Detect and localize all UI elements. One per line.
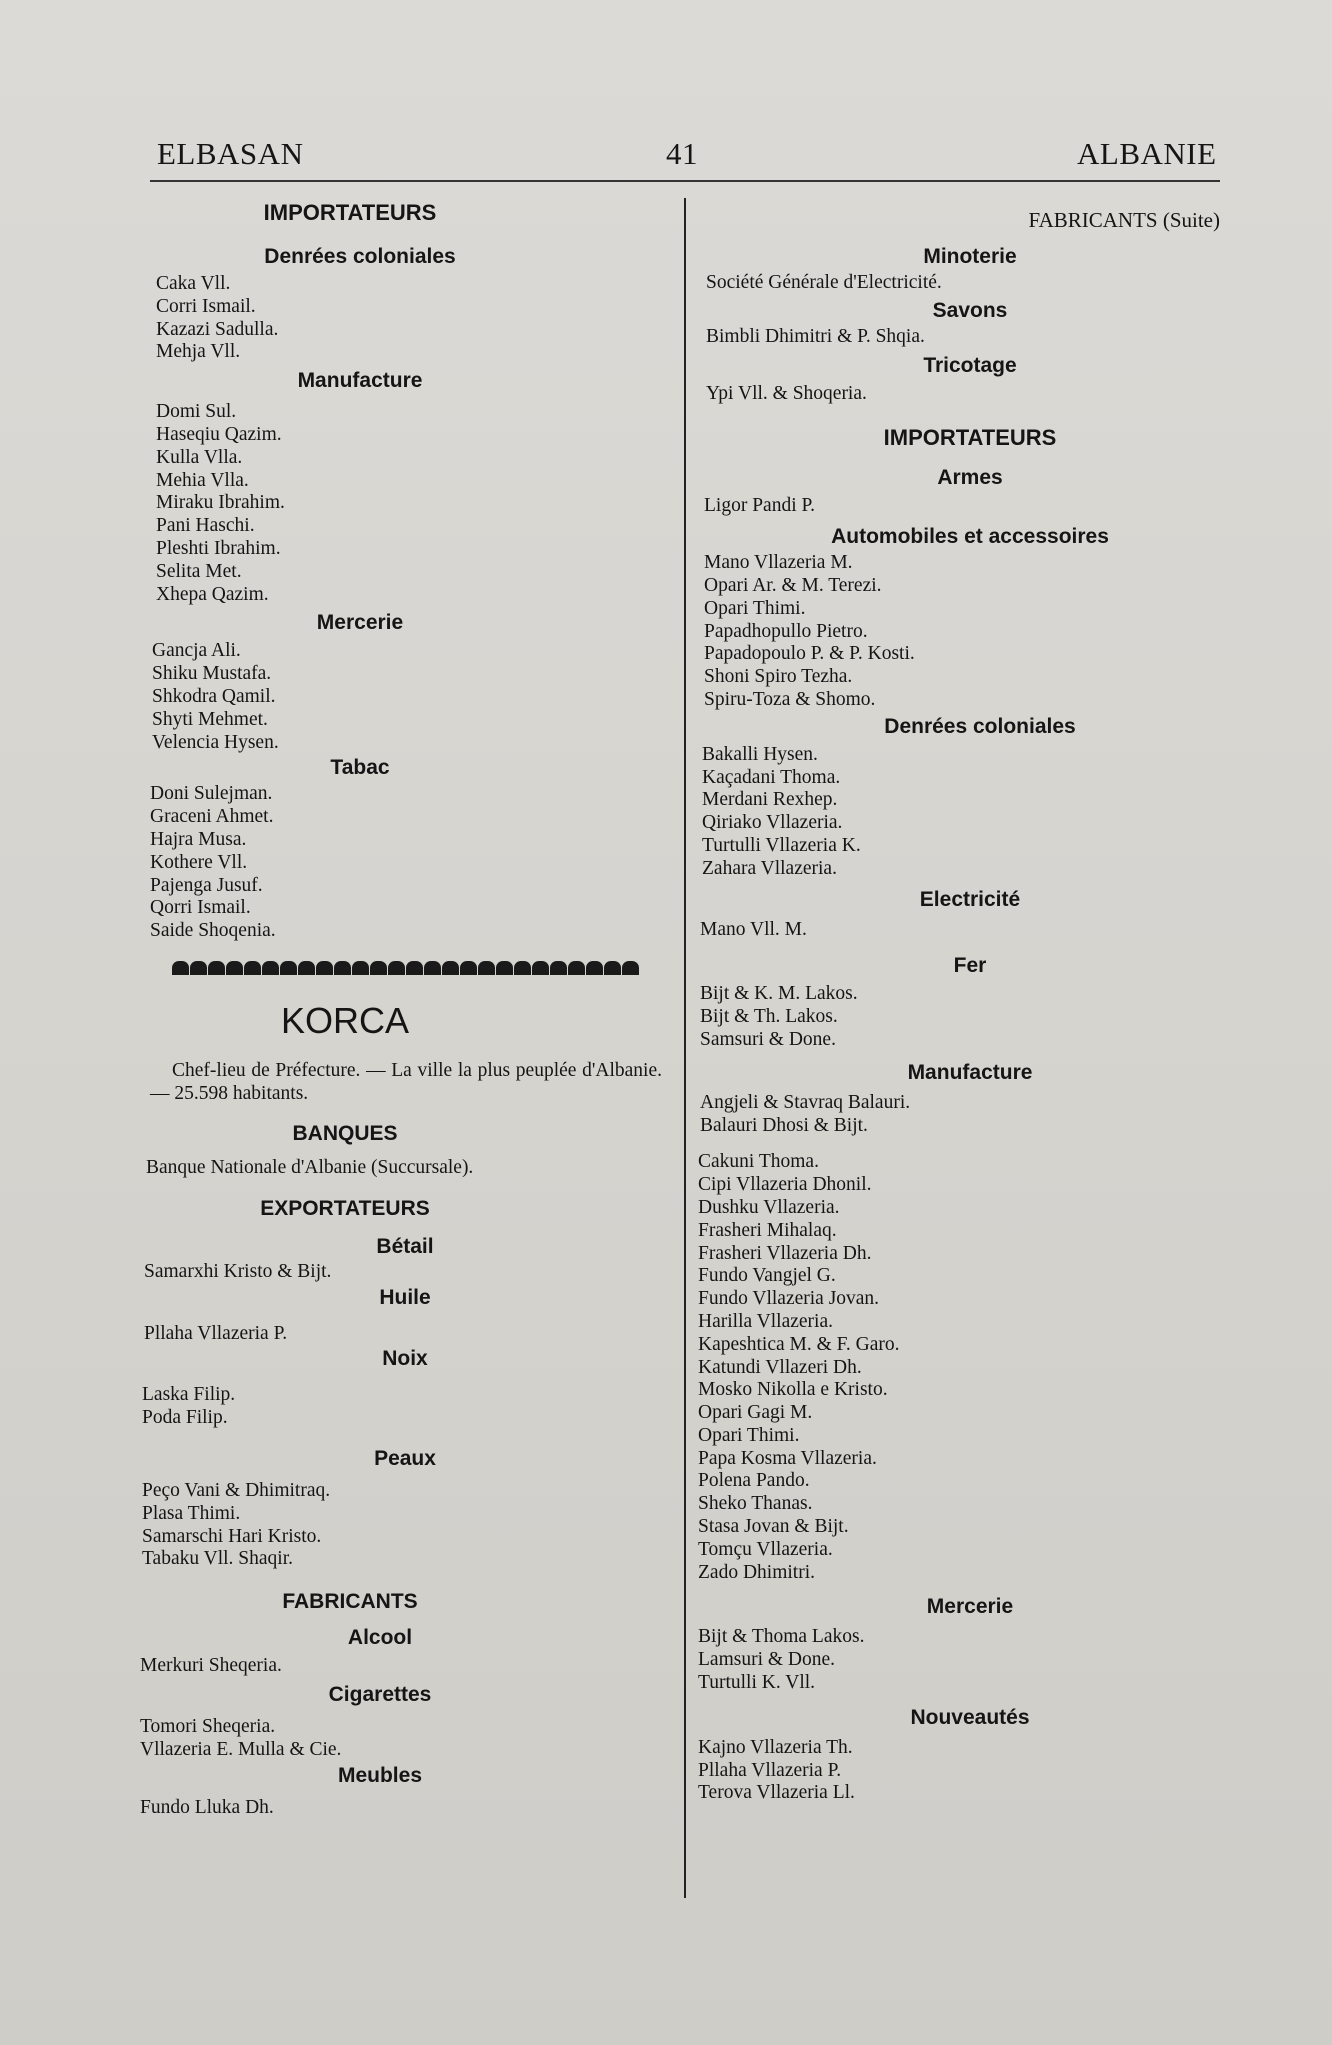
list-item: Sheko Thanas. [698, 1493, 813, 1515]
list-item: Tomori Sheqeria. [140, 1715, 276, 1737]
list-item: Samsuri & Done. [700, 1028, 836, 1050]
section-heading: Fer [953, 954, 987, 978]
section-heading: Manufacture [907, 1060, 1033, 1084]
list-item: Selita Met. [156, 560, 242, 582]
entry-list [142, 1384, 660, 1430]
page-number: 41 [666, 136, 698, 171]
list-item: Shiku Mustafa. [152, 663, 272, 685]
section-heading: Denrées coloniales [884, 714, 1076, 738]
list-item: Pajenga Jusuf. [150, 874, 263, 896]
fabricants-heading: FABRICANTS [282, 1590, 418, 1614]
list-item: Frasheri Vllazeria Dh. [698, 1242, 872, 1264]
list-item: Kulla Vlla. [156, 446, 243, 468]
list-item: Caka Vll. [156, 273, 231, 294]
list-item: Hajra Musa. [150, 828, 247, 850]
list-item: Shoni Spiro Tezha. [704, 666, 853, 688]
entry-list [140, 1716, 660, 1762]
list-item: Shkodra Qamil. [152, 685, 276, 707]
ornament-divider [172, 957, 642, 979]
entry-list [700, 1092, 1230, 1138]
list-item: Turtulli Vllazeria K. [702, 834, 861, 856]
list-item: Dushku Vllazeria. [698, 1196, 840, 1218]
header-right: ALBANIE [1077, 136, 1217, 171]
entry-list [702, 744, 1230, 881]
section-heading: Electricité [919, 887, 1021, 911]
section-heading: Meubles [337, 1764, 423, 1788]
list-item: Cipi Vllazeria Dhonil. [698, 1174, 872, 1196]
list-item: Kaçadani Thoma. [702, 766, 841, 788]
section-heading: Manufacture [297, 369, 423, 393]
section-heading: Cigarettes [328, 1682, 432, 1706]
list-item: Poda Filip. [142, 1407, 228, 1429]
list-item: Angjeli & Stavraq Balauri. [700, 1091, 911, 1113]
list-item: Katundi Vllazeri Dh. [698, 1356, 862, 1378]
entry-list [698, 1151, 1230, 1584]
entry-list [150, 783, 660, 943]
list-item: Samarxhi Kristo & Bijt. [144, 1260, 332, 1282]
list-item: Kazazi Sadulla. [156, 318, 279, 340]
city-description: Chef-lieu de Préfecture. — La ville la plus peuplée d'Albanie. — 25.598 habitants. [150, 1059, 662, 1104]
list-item: Mehja Vll. [156, 341, 241, 363]
header-rule [150, 180, 1220, 182]
list-item: Turtulli K. Vll. [698, 1672, 816, 1694]
list-item: Fundo Vangjel G. [698, 1265, 836, 1287]
list-item: Terova Vllazeria Ll. [698, 1782, 855, 1804]
list-item: Mosko Nikolla e Kristo. [698, 1379, 888, 1401]
list-item: Papadhopullo Pietro. [704, 620, 868, 642]
list-item: Lamsuri & Done. [698, 1649, 836, 1671]
list-item: Haseqiu Qazim. [156, 423, 282, 445]
list-item: Opari Gagi M. [698, 1402, 813, 1424]
entry-list [156, 401, 660, 606]
entry-list [698, 1737, 1230, 1805]
list-item: Miraku Ibrahim. [156, 492, 285, 514]
list-item: Opari Thimi. [704, 597, 806, 619]
list-item: Velencia Hysen. [152, 731, 279, 753]
list-item: Fundo Lluka Dh. [140, 1797, 274, 1819]
section-heading: Bétail [376, 1234, 434, 1258]
section-heading: Noix [382, 1347, 428, 1371]
list-item: Cakuni Thoma. [698, 1151, 819, 1173]
section-heading: Alcool [347, 1626, 413, 1650]
left-column [140, 202, 660, 1820]
list-item: Bimbli Dhimitri & P. Shqia. [706, 325, 925, 347]
list-item: Banque Nationale d'Albanie (Succursale). [146, 1156, 474, 1178]
section-heading: Nouveautés [910, 1705, 1030, 1729]
section-heading: Denrées coloniales [264, 245, 456, 268]
list-item: Doni Sulejman. [150, 783, 273, 805]
list-item: Xhepa Qazim. [156, 583, 269, 605]
list-item: Gancja Ali. [152, 640, 241, 662]
entry-list [142, 1480, 660, 1571]
list-item: Bakalli Hysen. [702, 743, 818, 765]
list-item: Mano Vllazeria M. [704, 552, 853, 574]
header-left: ELBASAN [157, 136, 304, 171]
list-item: Pllaha Vllazeria P. [144, 1322, 288, 1344]
list-item: Laska Filip. [142, 1384, 236, 1406]
fabricants-suite-heading: FABRICANTS (Suite) [1028, 208, 1220, 232]
entry-list [152, 640, 660, 754]
section-heading: Automobiles et accessoires [831, 525, 1109, 549]
section-heading: Armes [937, 466, 1003, 490]
list-item: Zado Dhimitri. [698, 1561, 815, 1583]
list-item: Saide Shoqenia. [150, 920, 276, 942]
list-item: Stasa Jovan & Bijt. [698, 1516, 849, 1538]
section-heading: Mercerie [316, 611, 404, 635]
list-item: Merkuri Sheqeria. [140, 1655, 282, 1677]
list-item: Polena Pando. [698, 1470, 810, 1492]
list-item: Balauri Dhosi & Bijt. [700, 1114, 868, 1136]
list-item: Peço Vani & Dhimitraq. [142, 1479, 331, 1501]
section-heading: Tabac [330, 756, 390, 780]
list-item: Zahara Vllazeria. [702, 857, 837, 879]
list-item: Harilla Vllazeria. [698, 1310, 833, 1332]
list-item: Qiriako Vllazeria. [702, 812, 843, 834]
list-item: Spiru-Toza & Shomo. [704, 688, 876, 710]
city-title: KORCA [280, 999, 410, 1041]
section-heading: Savons [932, 298, 1008, 322]
list-item: Shyti Mehmet. [152, 708, 268, 730]
section-heading: Peaux [374, 1446, 436, 1470]
list-item: Qorri Ismail. [150, 897, 251, 919]
list-item: Tomçu Vllazeria. [698, 1538, 833, 1560]
section-heading: Mercerie [926, 1595, 1014, 1619]
list-item: Opari Ar. & M. Terezi. [704, 574, 882, 596]
importateurs-heading: IMPORTATEURS [883, 425, 1057, 451]
list-item: Pllaha Vllazeria P. [698, 1759, 842, 1781]
list-item: Bijt & K. M. Lakos. [700, 983, 858, 1005]
list-item: Bijt & Th. Lakos. [700, 1006, 838, 1028]
list-item: Ligor Pandi P. [704, 495, 816, 517]
column-divider [684, 198, 686, 1898]
list-item: Papadopoulo P. & P. Kosti. [704, 643, 915, 665]
entry-list [698, 1626, 1230, 1694]
list-item: Domi Sul. [156, 401, 237, 423]
banques-heading: BANQUES [292, 1121, 398, 1145]
list-item: Pani Haschi. [156, 515, 255, 537]
entry-list [700, 983, 1230, 1051]
section-heading: Tricotage [923, 353, 1017, 377]
list-item: Mehia Vlla. [156, 469, 249, 491]
list-item: Plasa Thimi. [142, 1502, 241, 1524]
list-item: Samarschi Hari Kristo. [142, 1525, 322, 1547]
list-item: Fundo Vllazeria Jovan. [698, 1288, 880, 1310]
list-item: Frasheri Mihalaq. [698, 1219, 837, 1241]
list-item: Papa Kosma Vllazeria. [698, 1447, 877, 1469]
exportateurs-heading: EXPORTATEURS [260, 1196, 430, 1220]
list-item: Mano Vll. M. [700, 918, 807, 940]
entry-list [156, 273, 660, 364]
section-heading: Minoterie [923, 245, 1017, 268]
list-item: Graceni Ahmet. [150, 806, 274, 828]
list-item: Vllazeria E. Mulla & Cie. [140, 1738, 342, 1760]
list-item: Société Générale d'Electricité. [706, 272, 942, 293]
list-item: Kothere Vll. [150, 851, 248, 873]
list-item: Merdani Rexhep. [702, 789, 838, 811]
list-item: Tabaku Vll. Shaqir. [142, 1548, 294, 1570]
list-item: Opari Thimi. [698, 1424, 800, 1446]
list-item: Corri Ismail. [156, 295, 256, 317]
list-item: Kajno Vllazeria Th. [698, 1736, 853, 1758]
list-item: Kapeshtica M. & F. Garo. [698, 1333, 900, 1355]
list-item: Pleshti Ibrahim. [156, 537, 281, 559]
importateurs-heading: IMPORTATEURS [263, 200, 437, 225]
entry-list [704, 552, 1230, 712]
section-heading: Huile [379, 1285, 431, 1309]
list-item: Bijt & Thoma Lakos. [698, 1626, 865, 1648]
list-item: Ypi Vll. & Shoqeria. [706, 382, 867, 404]
right-column [700, 208, 1230, 1805]
